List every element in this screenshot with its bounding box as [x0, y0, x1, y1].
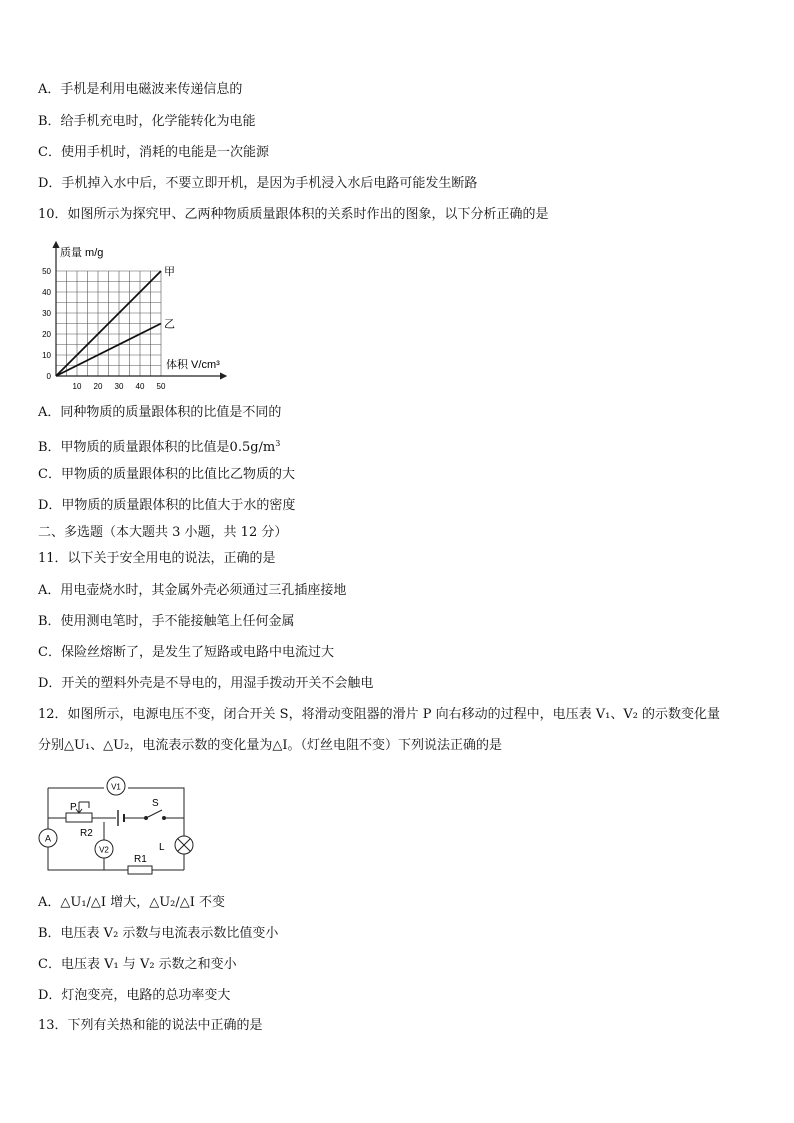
q10-option-b-sup: 3	[275, 439, 281, 448]
q9-option-d: D．手机掉入水中后，不要立即开机，是因为手机浸入水后电路可能发生断路	[38, 176, 478, 191]
series-label: 乙	[164, 318, 175, 331]
q10-stem: 10．如图所示为探究甲、乙两种物质质量跟体积的关系时作出的图象，以下分析正确的是	[38, 207, 549, 222]
v1-label: V1	[111, 782, 121, 792]
series-label: 甲	[164, 266, 175, 278]
x-tick-label: 20	[93, 382, 103, 391]
l-label: L	[159, 842, 165, 853]
q9-option-b: B．给手机充电时，化学能转化为电能	[38, 114, 256, 129]
q9-option-c: C．使用手机时，消耗的电能是一次能源	[38, 145, 269, 160]
v2-label: V2	[99, 845, 109, 855]
y-tick-label: 10	[42, 351, 51, 360]
q10-option-d: D．甲物质的质量跟体积的比值大于水的密度	[38, 498, 296, 513]
q9-option-a: A．手机是利用电磁波来传递信息的	[38, 82, 243, 97]
y-tick-label: 50	[42, 267, 51, 276]
q12-stem-line2: 分别△U₁、△U₂，电流表示数的变化量为△I。（灯丝电阻不变）下列说法正确的是	[38, 738, 502, 753]
q11-option-c: C．保险丝熔断了，是发生了短路或电路中电流过大	[38, 645, 334, 660]
y-tick-label: 40	[42, 288, 51, 297]
x-axis-label: 体积 V/cm³	[166, 359, 220, 371]
s-label: S	[152, 798, 159, 809]
r1-label: R1	[134, 854, 147, 865]
q12-stem-line1: 12．如图所示，电源电压不变，闭合开关 S，将滑动变阻器的滑片 P 向右移动的过程中，电压表 V₁、V₂ 的示数变化量	[38, 707, 721, 722]
r2-label: R2	[80, 828, 93, 839]
x-tick-label: 50	[156, 382, 166, 391]
resistor-r1-icon	[128, 866, 152, 874]
q12-option-b: B．电压表 V₂ 示数与电流表示数比值变小	[38, 926, 279, 941]
y-tick-label: 30	[42, 309, 51, 318]
ammeter-label: A	[44, 833, 52, 844]
y-axis-label: 质量 m/g	[60, 247, 104, 259]
q10-option-a: A．同种物质的质量跟体积的比值是不同的	[38, 405, 282, 420]
q11-option-d: D．开关的塑料外壳是不导电的，用湿手拨动开关不会触电	[38, 676, 374, 691]
q12-option-c: C．电压表 V₁ 与 V₂ 示数之和变小	[38, 957, 237, 972]
y-tick-label: 0	[46, 372, 51, 381]
section-heading: 二、多选题（本大题共 3 小题，共 12 分）	[38, 525, 288, 540]
q13-stem: 13．下列有关热和能的说法中正确的是	[38, 1018, 263, 1033]
y-tick-label: 20	[42, 330, 51, 339]
q10-option-b	[38, 436, 280, 456]
x-tick-label: 40	[135, 382, 145, 391]
q11-option-a: A．用电壶烧水时，其金属外壳必须通过三孔插座接地	[38, 583, 347, 598]
q12-option-a: A．△U₁/△I 增大，△U₂/△I 不变	[38, 895, 226, 910]
q10-option-b-text: B．甲物质的质量跟体积的比值是0.5g/m	[38, 440, 276, 455]
q11-option-b: B．使用测电笔时，手不能接触笔上任何金属	[38, 614, 295, 629]
mass-volume-graph	[36, 238, 236, 394]
rheostat-r2-icon	[66, 813, 92, 822]
q10-option-c: C．甲物质的质量跟体积的比值比乙物质的大	[38, 467, 295, 482]
circuit-diagram	[36, 770, 206, 880]
q12-option-d: D．灯泡变亮，电路的总功率变大	[38, 988, 231, 1003]
x-tick-label: 30	[114, 382, 124, 391]
p-label: P	[70, 802, 77, 813]
x-tick-label: 10	[72, 382, 82, 391]
q11-stem: 11．以下关于安全用电的说法，正确的是	[38, 551, 276, 566]
